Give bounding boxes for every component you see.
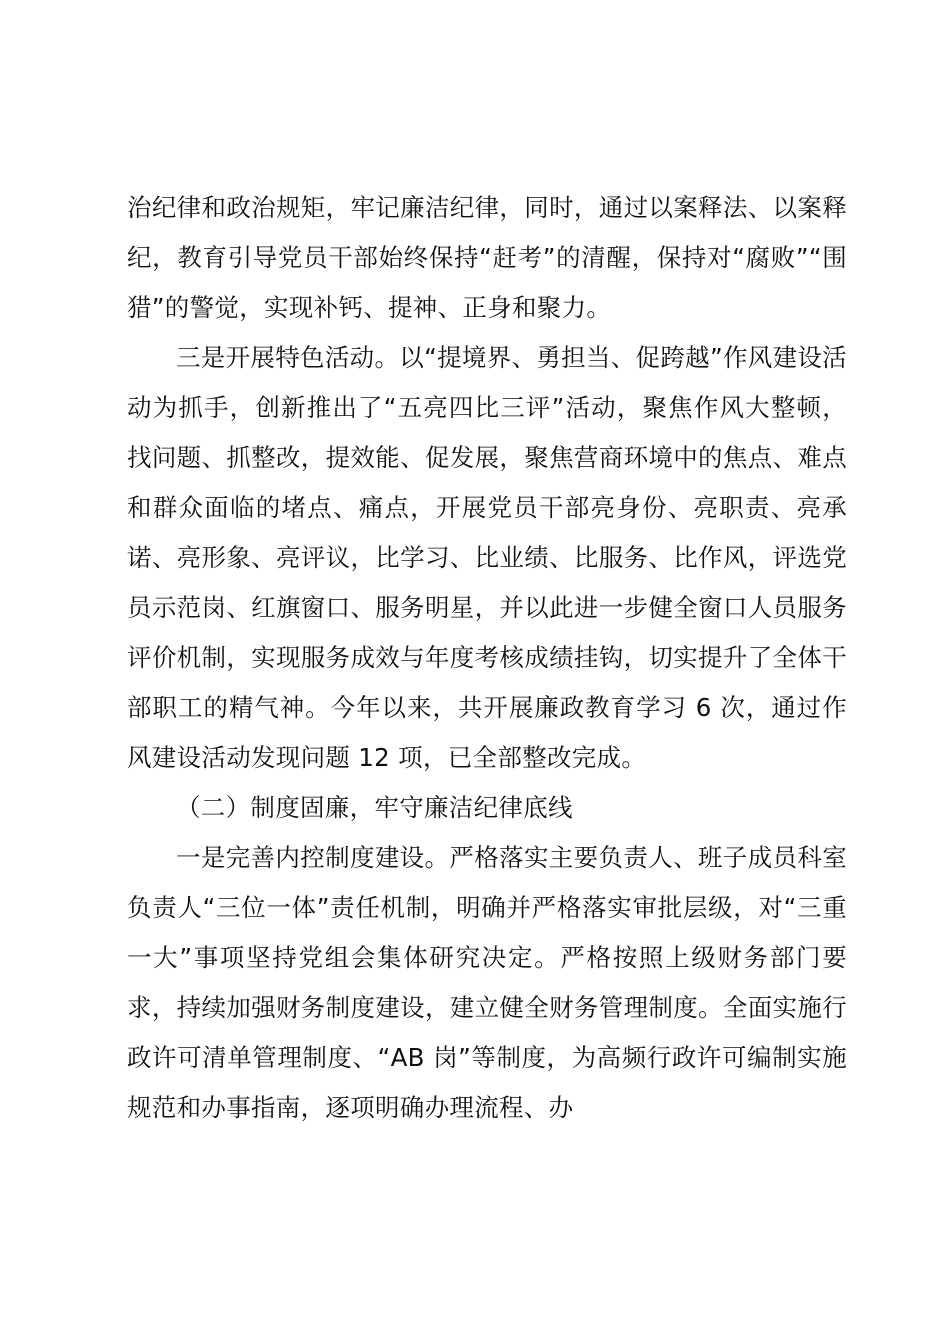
paragraph-continuation: 治纪律和政治规矩，牢记廉洁纪律，同时，通过以案释法、以案释纪，教育引导党员干部始终保持“赶考”的清醒，保持对“腐败”“围猎”的警觉，实现补钙、提神、正身和聚力。 (127, 193, 847, 322)
section-heading-institutional-integrity: （二）制度固廉，牢守廉洁纪律底线 (176, 793, 573, 822)
document-body (127, 183, 847, 1133)
paragraph-special-activities: 三是开展特色活动。以“提境界、勇担当、促跨越”作风建设活动为抓手，创新推出了“五亮四比三评”活动，聚焦作风大整顿，找问题、抓整改，提效能、促发展，聚焦营商环境中的焦点、难点和群众面临的堵点、痛点，开展党员干部亮身份、亮职责、亮承诺、亮形象、亮评议，比学习、比业绩、比服务、比作风，评选党员示范岗、红旗窗口、服务明星，并以此进一步健全窗口人员服务评价机制，实现服务成效与年度考核成绩挂钩，切实提升了全体干部职工的精气神。今年以来，共开展廉政教育学习 6 次，通过作风建设活动发现问题 12 项，已全部整改完成。 (127, 343, 847, 772)
paragraph-internal-control: 一是完善内控制度建设。严格落实主要负责人、班子成员科室负责人“三位一体”责任机制，明确并严格落实审批层级，对“三重一大”事项坚持党组会集体研究决定。严格按照上级财务部门要求，持续加强财务制度建设，建立健全财务管理制度。全面实施行政许可清单管理制度、“AB 岗”等制度，为高频行政许可编制实施规范和办事指南，逐项明确办理流程、办 (127, 843, 847, 1122)
